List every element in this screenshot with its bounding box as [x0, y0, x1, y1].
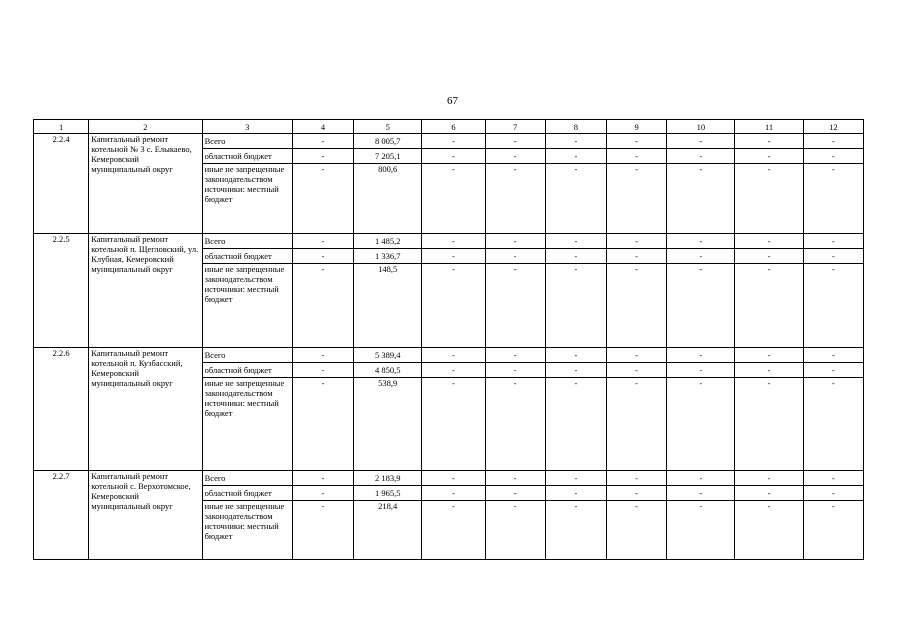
value-cell: - [292, 486, 353, 501]
value-cell: 1 336,7 [354, 249, 422, 264]
funding-source: областной бюджет [202, 149, 292, 164]
value-cell: 2 183,9 [354, 471, 422, 486]
value-cell: - [667, 471, 735, 486]
value-cell: 218,4 [354, 501, 422, 560]
value-cell: - [485, 264, 545, 348]
value-cell: - [735, 348, 803, 363]
value-cell: - [607, 234, 667, 249]
header-cell: 6 [422, 120, 485, 134]
item-name: Капитальный ремонт котельной п. Кузбасский, Кемеровский муниципальный округ [89, 348, 202, 471]
header-cell: 9 [607, 120, 667, 134]
item-name: Капитальный ремонт котельной с. Верхотомское, Кемеровский муниципальный округ [89, 471, 202, 560]
value-cell: - [422, 363, 485, 378]
value-cell: - [803, 471, 863, 486]
item-code: 2.2.4 [34, 134, 89, 234]
value-cell: 148,5 [354, 264, 422, 348]
item-name: Капитальный ремонт котельной п. Щегловский, ул. Клубная, Кемеровский муниципальный округ [89, 234, 202, 348]
value-cell: - [735, 363, 803, 378]
value-cell: - [422, 486, 485, 501]
value-cell: 1 965,5 [354, 486, 422, 501]
value-cell: - [735, 378, 803, 471]
value-cell: - [803, 164, 863, 234]
value-cell: 538,9 [354, 378, 422, 471]
funding-source: областной бюджет [202, 363, 292, 378]
value-cell: - [735, 134, 803, 149]
value-cell: - [607, 471, 667, 486]
value-cell: 5 389,4 [354, 348, 422, 363]
value-cell: - [667, 149, 735, 164]
header-cell: 8 [545, 120, 606, 134]
item-name: Капитальный ремонт котельной № 3 с. Елыкаево, Кемеровский муниципальный округ [89, 134, 202, 234]
funding-source: Всего [202, 234, 292, 249]
value-cell: 4 850,5 [354, 363, 422, 378]
table-row [34, 348, 864, 363]
value-cell: - [485, 149, 545, 164]
value-cell: - [292, 149, 353, 164]
value-cell: - [422, 378, 485, 471]
funding-source: иные не запрещенные законодательством источники: местный бюджет [202, 164, 292, 234]
table-row [34, 471, 864, 486]
funding-source: областной бюджет [202, 486, 292, 501]
header-cell: 7 [485, 120, 545, 134]
value-cell: - [545, 363, 606, 378]
value-cell: - [292, 234, 353, 249]
value-cell: - [485, 471, 545, 486]
value-cell: - [803, 348, 863, 363]
item-code: 2.2.6 [34, 348, 89, 471]
value-cell: - [667, 164, 735, 234]
value-cell: - [545, 164, 606, 234]
table-row [34, 134, 864, 149]
value-cell: - [607, 264, 667, 348]
value-cell: - [667, 501, 735, 560]
value-cell: - [422, 471, 485, 486]
item-code: 2.2.7 [34, 471, 89, 560]
value-cell: - [422, 249, 485, 264]
value-cell: - [607, 149, 667, 164]
header-cell: 10 [667, 120, 735, 134]
value-cell: - [292, 363, 353, 378]
funding-source: Всего [202, 348, 292, 363]
value-cell: - [803, 378, 863, 471]
value-cell: 8 005,7 [354, 134, 422, 149]
value-cell: - [485, 378, 545, 471]
value-cell: - [292, 378, 353, 471]
value-cell: - [422, 234, 485, 249]
value-cell: - [422, 348, 485, 363]
value-cell: - [667, 363, 735, 378]
value-cell: - [485, 164, 545, 234]
value-cell: - [545, 348, 606, 363]
value-cell: - [292, 501, 353, 560]
header-cell: 12 [803, 120, 863, 134]
value-cell: - [607, 348, 667, 363]
item-code: 2.2.5 [34, 234, 89, 348]
page-number: 67 [447, 95, 458, 107]
funding-source: иные не запрещенные законодательством источники: местный бюджет [202, 264, 292, 348]
header-cell: 3 [202, 120, 292, 134]
value-cell: - [735, 264, 803, 348]
value-cell: - [607, 486, 667, 501]
header-cell: 11 [735, 120, 803, 134]
table-row [34, 234, 864, 249]
value-cell: - [545, 471, 606, 486]
value-cell: - [485, 363, 545, 378]
value-cell: - [292, 164, 353, 234]
value-cell: - [545, 249, 606, 264]
value-cell: - [485, 501, 545, 560]
value-cell: - [735, 164, 803, 234]
value-cell: - [422, 134, 485, 149]
value-cell: - [735, 149, 803, 164]
value-cell: - [803, 134, 863, 149]
value-cell: - [485, 486, 545, 501]
value-cell: - [667, 348, 735, 363]
value-cell: - [803, 249, 863, 264]
value-cell: - [607, 501, 667, 560]
value-cell: - [292, 348, 353, 363]
value-cell: - [735, 486, 803, 501]
value-cell: - [292, 471, 353, 486]
value-cell: - [422, 149, 485, 164]
value-cell: - [292, 249, 353, 264]
header-cell: 1 [34, 120, 89, 134]
funding-source: Всего [202, 471, 292, 486]
header-cell: 5 [354, 120, 422, 134]
value-cell: - [667, 234, 735, 249]
funding-source: областной бюджет [202, 249, 292, 264]
value-cell: 1 485,2 [354, 234, 422, 249]
value-cell: - [735, 249, 803, 264]
value-cell: - [545, 378, 606, 471]
value-cell: - [545, 501, 606, 560]
value-cell: - [422, 501, 485, 560]
value-cell: - [667, 134, 735, 149]
value-cell: - [422, 164, 485, 234]
value-cell: - [422, 264, 485, 348]
value-cell: - [545, 264, 606, 348]
value-cell: - [803, 363, 863, 378]
value-cell: - [545, 486, 606, 501]
budget-table [33, 119, 864, 560]
value-cell: - [545, 149, 606, 164]
value-cell: - [292, 134, 353, 149]
value-cell: - [607, 249, 667, 264]
value-cell: - [803, 501, 863, 560]
value-cell: - [803, 264, 863, 348]
value-cell: - [607, 134, 667, 149]
value-cell: - [735, 234, 803, 249]
value-cell: - [607, 378, 667, 471]
value-cell: - [485, 234, 545, 249]
funding-source: иные не запрещенные законодательством источники: местный бюджет [202, 378, 292, 471]
header-cell: 2 [89, 120, 202, 134]
header-row [34, 120, 864, 134]
value-cell: - [803, 486, 863, 501]
value-cell: 800,6 [354, 164, 422, 234]
value-cell: - [292, 264, 353, 348]
value-cell: - [803, 234, 863, 249]
funding-source: Всего [202, 134, 292, 149]
value-cell: - [545, 134, 606, 149]
value-cell: - [667, 486, 735, 501]
value-cell: - [667, 378, 735, 471]
value-cell: - [735, 471, 803, 486]
value-cell: - [485, 249, 545, 264]
value-cell: - [667, 264, 735, 348]
value-cell: - [485, 348, 545, 363]
value-cell: - [485, 134, 545, 149]
value-cell: - [803, 149, 863, 164]
value-cell: - [607, 363, 667, 378]
header-cell: 4 [292, 120, 353, 134]
value-cell: - [545, 234, 606, 249]
funding-source: иные не запрещенные законодательством источники: местный бюджет [202, 501, 292, 560]
value-cell: 7 205,1 [354, 149, 422, 164]
value-cell: - [607, 164, 667, 234]
value-cell: - [667, 249, 735, 264]
value-cell: - [735, 501, 803, 560]
